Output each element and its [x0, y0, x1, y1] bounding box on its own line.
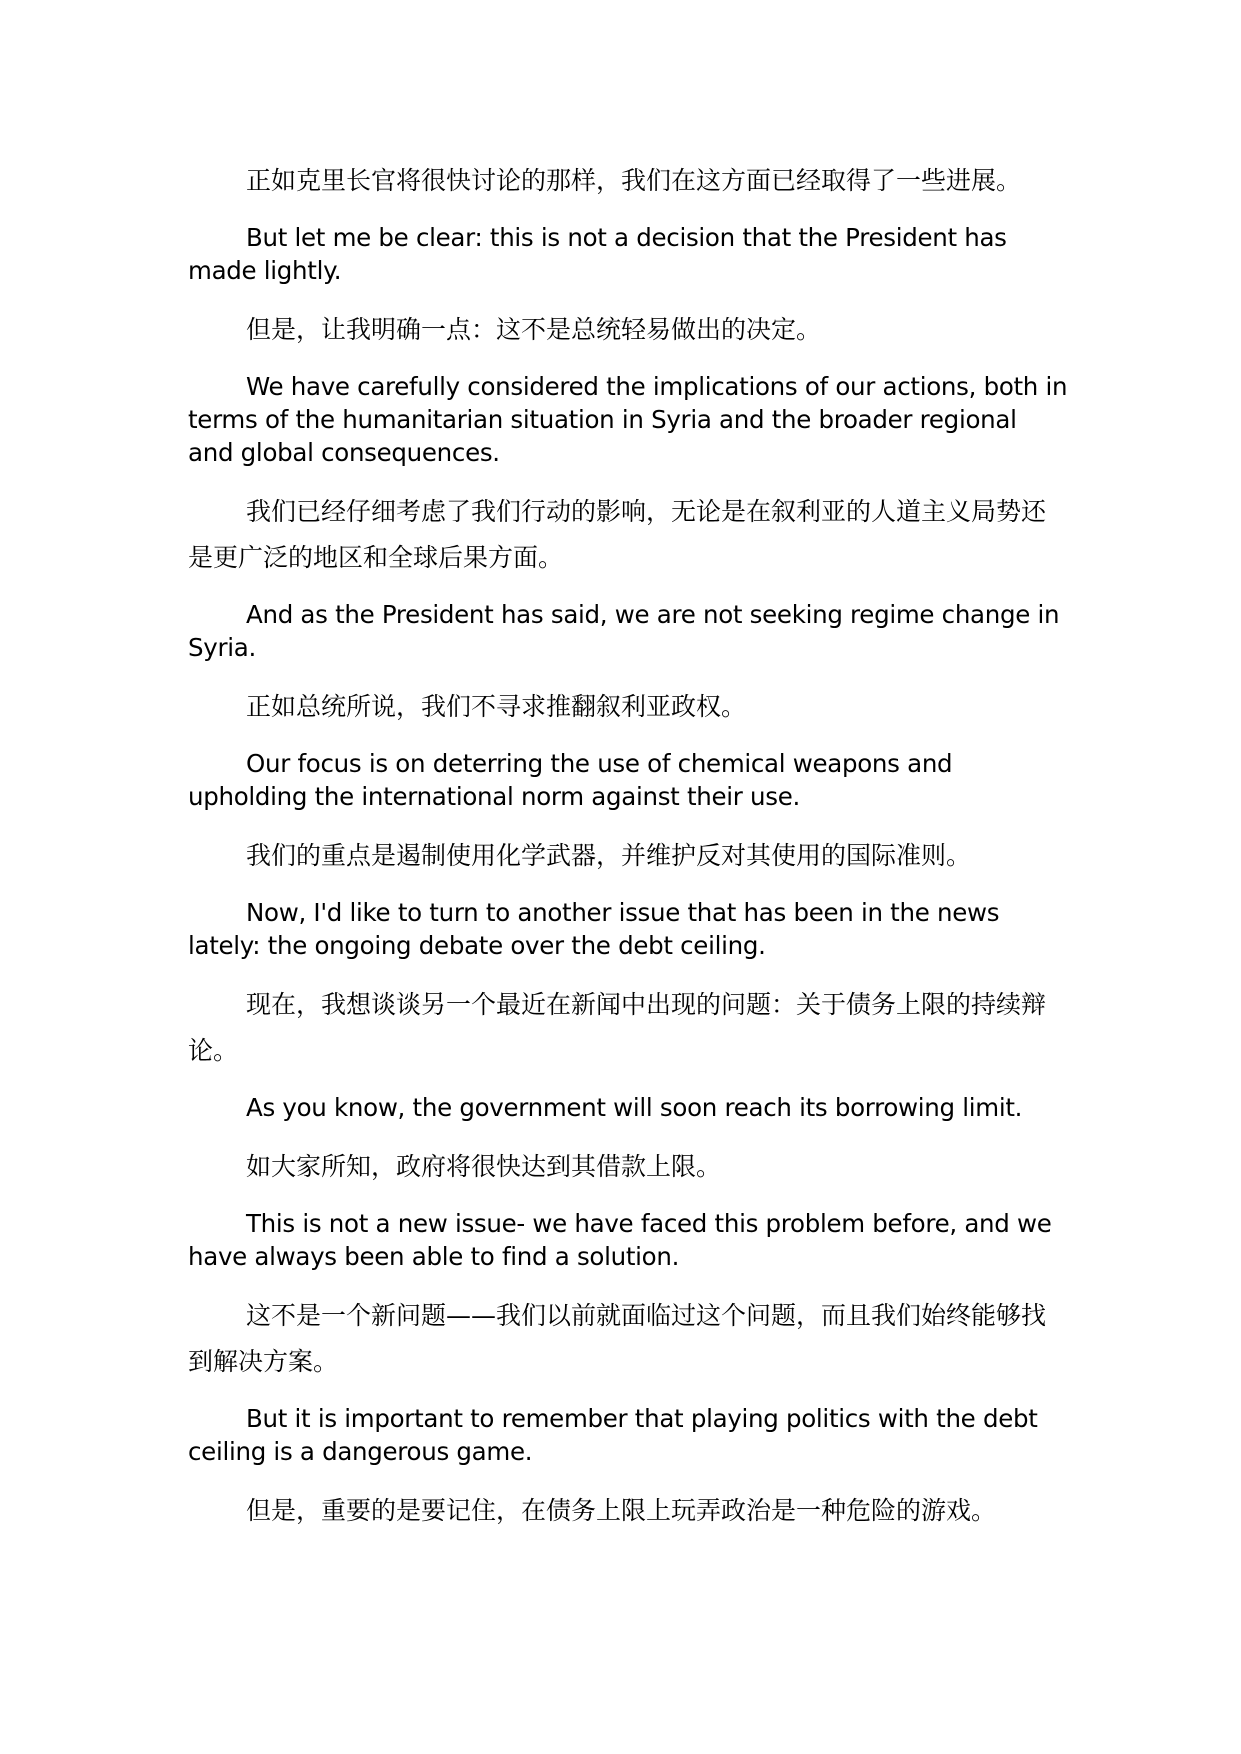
paragraph-en: We have carefully considered the implications of our actions, both in terms of the humanitarian situation in Syria and the broader regional and global consequences.	[188, 372, 1068, 467]
paragraph-zh: 正如克里长官将很快讨论的那样，我们在这方面已经取得了一些进展。	[246, 166, 1022, 195]
paragraph-zh: 我们已经仔细考虑了我们行动的影响，无论是在叙利亚的人道主义局势还是更广泛的地区和全球后果方面。	[188, 497, 1047, 572]
document-body	[188, 158, 1068, 1534]
paragraph-zh: 正如总统所说，我们不寻求推翻叙利亚政权。	[246, 692, 747, 721]
paragraph-zh: 现在，我想谈谈另一个最近在新闻中出现的问题：关于债务上限的持续辩论。	[188, 990, 1047, 1065]
paragraph-en: But it is important to remember that playing politics with the debt ceiling is a dangerous game.	[188, 1404, 1038, 1466]
paragraph-en: But let me be clear: this is not a decision that the President has made lightly.	[188, 223, 1007, 285]
paragraph-zh: 如大家所知，政府将很快达到其借款上限。	[246, 1152, 722, 1181]
paragraph-zh: 但是，重要的是要记住，在债务上限上玩弄政治是一种危险的游戏。	[246, 1496, 997, 1525]
paragraph-zh: 我们的重点是遏制使用化学武器，并维护反对其使用的国际准则。	[246, 841, 972, 870]
paragraph-zh: 但是，让我明确一点：这不是总统轻易做出的决定。	[246, 315, 822, 344]
paragraph-en: This is not a new issue- we have faced this problem before, and we have always been able to find a solution.	[188, 1209, 1052, 1271]
paragraph-en: And as the President has said, we are not seeking regime change in Syria.	[188, 600, 1060, 662]
paragraph-en: Now, I'd like to turn to another issue that has been in the news lately: the ongoing debate over the debt ceiling.	[188, 898, 1000, 960]
paragraph-zh: 这不是一个新问题——我们以前就面临过这个问题，而且我们始终能够找到解决方案。	[188, 1301, 1047, 1376]
paragraph-en: Our focus is on deterring the use of chemical weapons and upholding the international norm against their use.	[188, 749, 953, 811]
paragraph-en: As you know, the government will soon reach its borrowing limit.	[246, 1093, 1023, 1122]
